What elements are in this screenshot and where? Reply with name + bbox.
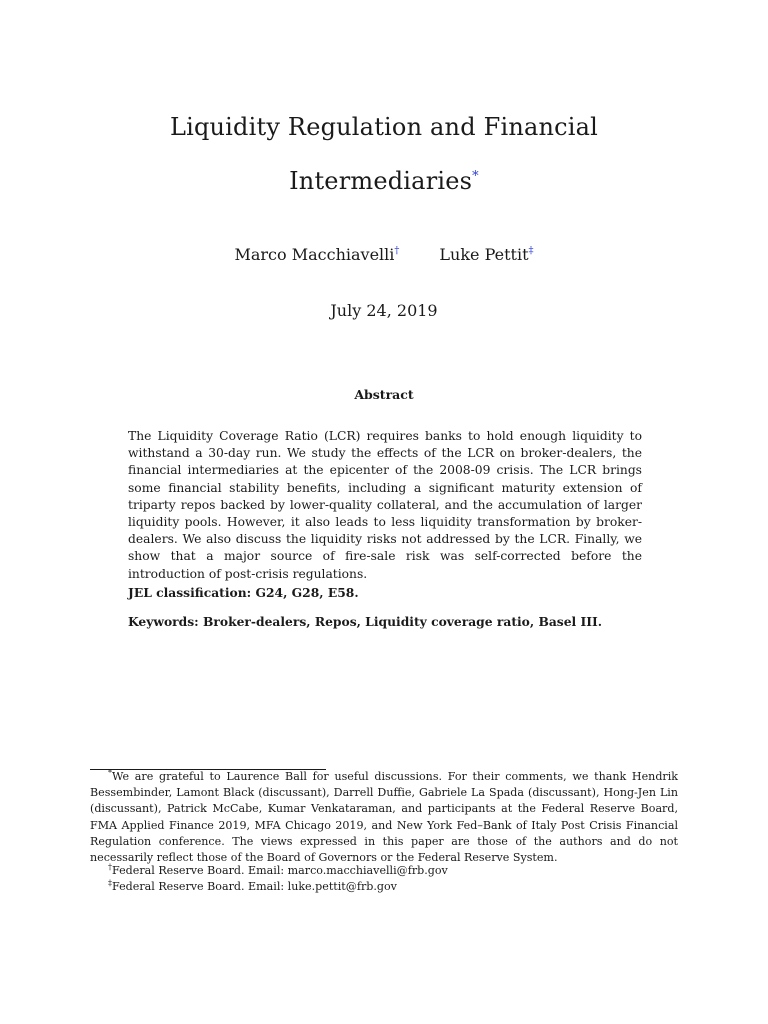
author-1-name: Marco Macchiavelli [234, 245, 395, 264]
author-1 [234, 245, 399, 264]
footnote-acknowledgments [90, 769, 678, 866]
author-1-footnote-mark[interactable]: † [394, 245, 400, 257]
title-line-1-text: Liquidity Regulation and Financial [169, 113, 599, 141]
author-2-footnote-mark[interactable]: ‡ [528, 245, 534, 257]
abstract-heading: Abstract [354, 387, 414, 402]
title-line-2-text: Intermediaries [289, 167, 473, 195]
author-2-name: Luke Pettit [439, 245, 529, 264]
footnote-3-mark: ‡ [108, 878, 112, 888]
paper-title-line-1 [60, 115, 708, 139]
footnote-2-text: Federal Reserve Board. Email: marco.macchiavelli@frb.gov [112, 864, 448, 877]
footnote-1-text: We are grateful to Laurence Ball for useful discussions. For their comments, we thank Hendrik Bessembinder, Lamont Black (discussant), Darrell Duffie, Gabriele La Spada (discussant), Hong-Jen Lin (discussant), Patrick McCabe, Kumar Venkataraman, and participants at the Federal Reserve Board, FMA Applied Finance 2019, MFA Chicago 2019, and New York Fed–Bank of Italy Post Crisis Financial Regulation conference. The views expressed in this paper are those of the authors and do not necessarily reflect those of the Board of Governors or the Federal Reserve System. [90, 770, 678, 865]
title-footnote-mark[interactable]: * [472, 169, 479, 184]
jel-label: JEL classification: [128, 585, 252, 600]
jel-classification [128, 585, 642, 600]
author-list [0, 245, 768, 264]
abstract-text: The Liquidity Coverage Ratio (LCR) requires banks to hold enough liquidity to withstand a 30-day run. We study the effects of the LCR on broker-dealers, the financial intermediaries at the epicenter of the 2008-09 crisis. The LCR brings some financial stability benefits, including a significant maturity extension of triparty repos backed by lower-quality collateral, and the accumulation of larger liquidity pools. However, it also leads to less liquidity transformation by broker-dealers. We also discuss the liquidity risks not addressed by the LCR. Finally, we show that a major source of fire-sale risk was self-corrected before the introduction of post-crisis regulations. [128, 429, 642, 581]
footnote-2-mark: † [108, 862, 112, 872]
keywords-label: Keywords: [128, 614, 199, 629]
paper-date: July 24, 2019 [330, 301, 438, 320]
footnote-author-2 [90, 879, 678, 895]
keywords [128, 614, 642, 629]
jel-codes: G24, G28, E58. [255, 585, 359, 600]
keywords-values: Broker-dealers, Repos, Liquidity coverage ratio, Basel III. [203, 614, 603, 629]
footnote-author-1 [90, 863, 678, 879]
footnote-3-text: Federal Reserve Board. Email: luke.pettit@frb.gov [112, 880, 397, 893]
footnote-1-mark: * [108, 768, 112, 778]
author-2 [439, 245, 533, 264]
paper-title-line-2 [60, 169, 708, 193]
